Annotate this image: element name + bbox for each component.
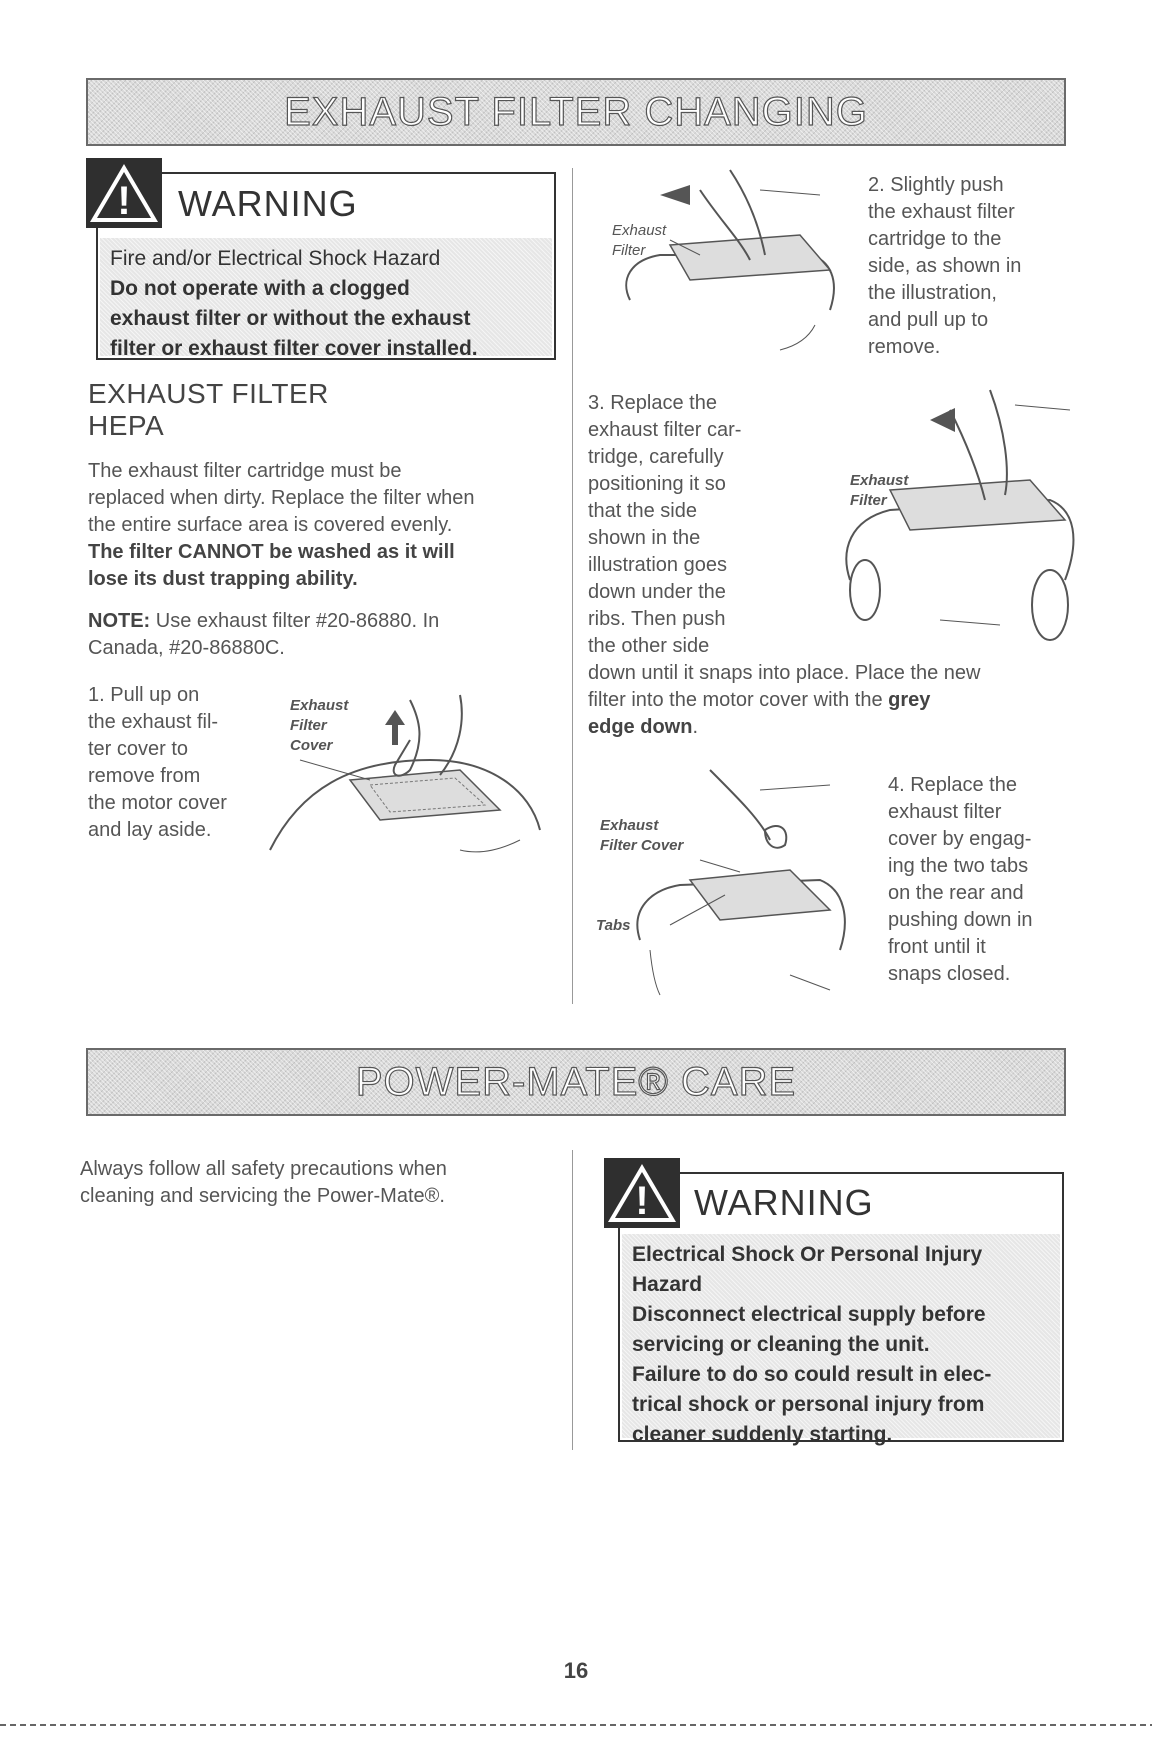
column-divider bbox=[572, 1150, 573, 1450]
warning-triangle-icon bbox=[86, 158, 162, 228]
step-4-text bbox=[888, 772, 1033, 988]
step-2-illustration bbox=[600, 160, 850, 360]
warning-line: cleaner suddenly starting. bbox=[632, 1423, 893, 1446]
step-4-label: Filter Cover bbox=[600, 837, 684, 854]
step-line: the exhaust filter bbox=[868, 201, 1015, 223]
step-line: exhaust filter car- bbox=[588, 419, 742, 441]
step-4-illustration bbox=[590, 760, 870, 1000]
step-2-label: Exhaust bbox=[612, 222, 667, 239]
step-line: 4. Replace the bbox=[888, 774, 1017, 796]
warning-line: servicing or cleaning the unit. bbox=[632, 1333, 930, 1356]
step-2-text bbox=[868, 172, 1021, 361]
warning-hazard: Fire and/or Electrical Shock Hazard bbox=[110, 247, 441, 270]
warning-body bbox=[100, 238, 552, 360]
banner-title: POWER-MATE® CARE bbox=[355, 1059, 797, 1104]
step-line: ing the two tabs bbox=[888, 855, 1029, 877]
step-line: the illustration, bbox=[868, 282, 997, 304]
step-4-label: Tabs bbox=[596, 917, 631, 934]
para-bold-line: The filter CANNOT be washed as it will bbox=[88, 541, 455, 563]
para-line: the entire surface area is covered evenly. bbox=[88, 514, 453, 536]
para-line: The exhaust filter cartridge must be bbox=[88, 460, 402, 482]
step-line: and pull up to bbox=[868, 309, 989, 331]
power-mate-intro bbox=[80, 1156, 447, 1210]
step-line: filter into the motor cover with the bbox=[588, 689, 889, 711]
note bbox=[88, 608, 439, 662]
warning-hazard: Hazard bbox=[632, 1273, 703, 1296]
step-line: that the side bbox=[588, 500, 697, 522]
warning-title: WARNING bbox=[178, 183, 358, 224]
step-4-label: Exhaust bbox=[600, 817, 659, 834]
power-mate-care-banner bbox=[86, 1048, 1066, 1116]
step-3-illustration bbox=[830, 380, 1080, 650]
warning-line: Failure to do so could result in elec- bbox=[632, 1363, 992, 1386]
page-number: 16 bbox=[563, 1658, 589, 1683]
step-line: ter cover to bbox=[88, 738, 189, 760]
step-line: front until it bbox=[888, 936, 986, 958]
warning-body bbox=[622, 1234, 1060, 1446]
step-line: illustration goes bbox=[588, 554, 727, 576]
para-bold-line: lose its dust trapping ability. bbox=[88, 568, 358, 590]
step-line: 1. Pull up on bbox=[88, 684, 200, 706]
heading-hepa: HEPA bbox=[88, 410, 165, 441]
step-3-label: Filter bbox=[850, 492, 887, 509]
svg-text:!: ! bbox=[117, 179, 131, 223]
step-1-label: Filter bbox=[290, 717, 327, 734]
step-line: the motor cover bbox=[88, 792, 227, 814]
grey-emphasis: grey bbox=[888, 689, 931, 711]
para-line: replaced when dirty. Replace the filter when bbox=[88, 487, 475, 509]
step-line: remove from bbox=[88, 765, 201, 787]
warning-line: trical shock or personal injury from bbox=[632, 1393, 985, 1416]
warning-line-3: filter or exhaust filter cover installed. bbox=[110, 337, 478, 360]
step-line: cover by engag- bbox=[888, 828, 1032, 850]
step-line: down under the bbox=[588, 581, 726, 603]
warning-line: Disconnect electrical supply before bbox=[632, 1303, 986, 1326]
note-label: NOTE: bbox=[88, 610, 151, 632]
bottom-rule bbox=[0, 1724, 1152, 1726]
step-line: remove. bbox=[868, 336, 941, 358]
step-1-label: Exhaust bbox=[290, 697, 349, 714]
step-1-illustration bbox=[260, 680, 560, 870]
step-1-label: Cover bbox=[290, 737, 333, 754]
step-line: the other side bbox=[588, 635, 710, 657]
period: . bbox=[692, 716, 699, 738]
step-line: 2. Slightly push bbox=[868, 174, 1004, 196]
svg-text:!: ! bbox=[635, 1179, 649, 1223]
step-line: positioning it so bbox=[588, 473, 726, 495]
warning-line-1: Do not operate with a clogged bbox=[110, 277, 410, 300]
step-line: side, as shown in bbox=[868, 255, 1022, 277]
heading-exhaust-filter: EXHAUST FILTER bbox=[88, 378, 329, 409]
step-1-text bbox=[88, 682, 227, 844]
step-line: tridge, carefully bbox=[588, 446, 724, 468]
note-text-2: Canada, #20-86880C. bbox=[88, 637, 285, 659]
edge-down-emphasis: edge down bbox=[588, 716, 693, 738]
step-line: and lay aside. bbox=[88, 819, 212, 841]
intro-line: Always follow all safety precautions when bbox=[80, 1158, 447, 1180]
step-line: 3. Replace the bbox=[588, 392, 717, 414]
banner-title: EXHAUST FILTER CHANGING bbox=[284, 89, 868, 134]
step-line: shown in the bbox=[588, 527, 701, 549]
filter-paragraph bbox=[88, 458, 475, 593]
step-line: on the rear and bbox=[888, 882, 1024, 904]
step-line: ribs. Then push bbox=[588, 608, 726, 630]
warning-title: WARNING bbox=[694, 1182, 874, 1223]
intro-line: cleaning and servicing the Power-Mate®. bbox=[80, 1185, 445, 1207]
step-line: the exhaust fil- bbox=[88, 711, 219, 733]
exhaust-filter-changing-banner bbox=[86, 78, 1066, 146]
column-divider bbox=[572, 168, 573, 1004]
step-line: snaps closed. bbox=[888, 963, 1011, 985]
warning-hazard: Electrical Shock Or Personal Injury bbox=[632, 1243, 983, 1266]
step-3-label: Exhaust bbox=[850, 472, 909, 489]
note-text: Use exhaust filter #20-86880. In bbox=[150, 610, 440, 632]
warning-line-2: exhaust filter or without the exhaust bbox=[110, 307, 471, 330]
step-line: pushing down in bbox=[888, 909, 1033, 931]
step-line: cartridge to the bbox=[868, 228, 1002, 250]
step-line: down until it snaps into place. Place the new bbox=[588, 662, 981, 684]
step-line: exhaust filter bbox=[888, 801, 1002, 823]
warning-triangle-icon bbox=[604, 1158, 680, 1228]
step-2-label: Filter bbox=[612, 242, 646, 259]
